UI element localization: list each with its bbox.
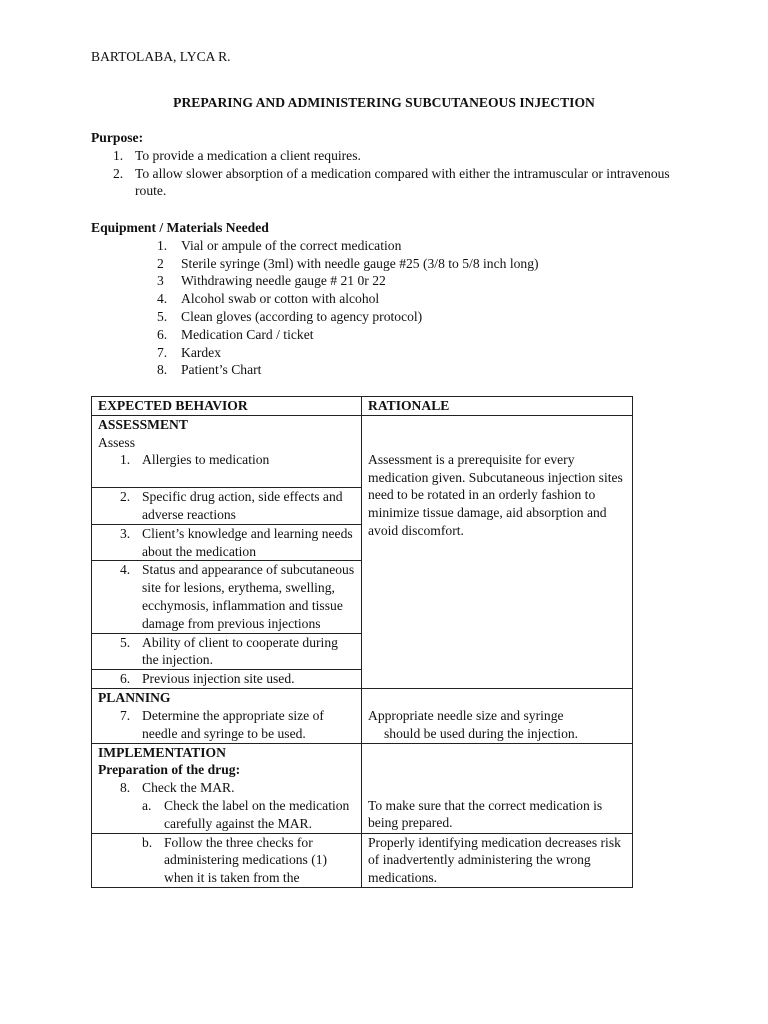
list-number: 3 xyxy=(157,273,164,289)
step-cell xyxy=(92,633,362,670)
equipment-list xyxy=(91,237,681,379)
assessment-rationale-cell xyxy=(362,415,633,688)
list-text: Clean gloves (according to agency protocol) xyxy=(181,308,423,324)
list-text: To allow slower absorption of a medication compared with either the intramuscular or intravenous route. xyxy=(135,165,670,199)
step-text: Previous injection site used. xyxy=(142,671,295,687)
list-item xyxy=(157,361,681,379)
list-number: 5. xyxy=(157,308,168,324)
step-number: 4. xyxy=(120,562,131,578)
list-item xyxy=(157,272,681,290)
step-item xyxy=(120,707,355,743)
planning-rationale-cell xyxy=(362,688,633,743)
list-number: 2. xyxy=(113,165,124,181)
list-text: To provide a medication a client requires. xyxy=(135,147,361,163)
list-number: 6. xyxy=(157,326,168,342)
step-item xyxy=(120,561,355,632)
list-text: Sterile syringe (3ml) with needle gauge #25 (3/8 to 5/8 inch long) xyxy=(181,255,539,271)
step-text: Client’s knowledge and learning needs about the medication xyxy=(142,525,353,559)
step-number: 6. xyxy=(120,671,131,687)
list-item xyxy=(157,237,681,255)
assessment-heading: ASSESSMENT xyxy=(98,416,188,432)
sub-step-text: Follow the three checks for administering medications (1) when it is taken from the xyxy=(164,834,328,886)
step-number: 3. xyxy=(120,525,131,541)
list-number: 1. xyxy=(157,237,168,253)
list-text: Patient’s Chart xyxy=(181,362,262,378)
list-text: Alcohol swab or cotton with alcohol xyxy=(181,291,380,307)
step-text: Allergies to medication xyxy=(142,452,270,468)
list-item xyxy=(157,344,681,362)
step-cell xyxy=(92,833,362,887)
sub-step-item xyxy=(142,797,355,833)
purpose-list xyxy=(91,147,681,200)
table-row xyxy=(92,833,633,887)
implementation-subheading: Preparation of the drug: xyxy=(98,762,241,778)
step-number: 2. xyxy=(120,489,131,505)
step-text: Status and appearance of subcutaneous site for lesions, erythema, swelling, ecchymosis, inflammation and tissue damage from previous injections xyxy=(142,562,355,631)
table-row xyxy=(92,743,633,833)
list-number: 1. xyxy=(113,147,124,163)
rationale-text: Appropriate needle size and syringe xyxy=(368,707,564,723)
step-cell xyxy=(92,670,362,689)
table-header-row xyxy=(92,397,633,416)
sub-step-text: Check the label on the medication carefully against the MAR. xyxy=(164,797,350,831)
purpose-heading: Purpose: xyxy=(91,130,144,145)
step-number: 8. xyxy=(120,780,131,796)
step-item xyxy=(120,451,355,487)
sub-step-item xyxy=(142,834,355,887)
rationale-text: should be used during the injection. xyxy=(384,725,579,741)
document-title: PREPARING AND ADMINISTERING SUBCUTANEOUS INJECTION xyxy=(173,95,595,110)
step-cell xyxy=(92,488,362,525)
rationale-text: To make sure that the correct medication is being prepared. xyxy=(368,797,603,831)
implementation-cell xyxy=(92,743,362,833)
assessment-cell xyxy=(92,415,362,487)
list-text: Medication Card / ticket xyxy=(181,326,314,342)
step-text: Determine the appropriate size of needle and syringe to be used. xyxy=(142,707,324,741)
step-item xyxy=(120,525,355,561)
step-item xyxy=(120,634,355,670)
table-row xyxy=(92,688,633,743)
author-name: BARTOLABA, LYCA R. xyxy=(91,49,231,64)
list-item xyxy=(113,147,681,165)
step-cell xyxy=(92,561,362,633)
step-cell xyxy=(92,524,362,561)
list-item xyxy=(157,326,681,344)
list-item xyxy=(157,308,681,326)
list-number: 4. xyxy=(157,291,168,307)
step-text: Specific drug action, side effects and adverse reactions xyxy=(142,489,343,522)
assessment-lead: Assess xyxy=(98,434,136,450)
planning-cell xyxy=(92,688,362,743)
step-item xyxy=(120,779,355,797)
implementation-rationale-cell xyxy=(362,743,633,833)
step-number: 7. xyxy=(120,707,131,723)
col-header-rationale: RATIONALE xyxy=(362,397,633,416)
purpose-section xyxy=(91,129,681,200)
sub-step-letter: a. xyxy=(142,797,152,813)
step-number: 1. xyxy=(120,452,131,468)
step-number: 5. xyxy=(120,634,131,650)
equipment-section xyxy=(91,219,681,379)
table-row xyxy=(92,415,633,487)
equipment-heading: Equipment / Materials Needed xyxy=(91,220,269,235)
procedure-table xyxy=(91,396,633,888)
step-item xyxy=(120,488,355,524)
step-item xyxy=(120,670,355,688)
list-number: 7. xyxy=(157,344,168,360)
list-number: 2 xyxy=(157,255,164,271)
list-item xyxy=(157,255,681,273)
col-header-expected-behavior: EXPECTED BEHAVIOR xyxy=(92,397,362,416)
planning-heading: PLANNING xyxy=(98,689,171,705)
list-text: Withdrawing needle gauge # 21 0r 22 xyxy=(181,273,386,289)
rationale-cell xyxy=(362,833,633,887)
rationale-text: Properly identifying medication decreases risk of inadvertently administering the wrong medications. xyxy=(368,834,621,886)
list-item xyxy=(157,290,681,308)
sub-step-letter: b. xyxy=(142,834,153,850)
rationale-text: Assessment is a prerequisite for every medication given. Subcutaneous injection sites need to be rotated in an orderly fashion to minimize tissue damage, aid absorption and avoid discomfort. xyxy=(368,451,623,538)
implementation-heading: IMPLEMENTATION xyxy=(98,744,226,760)
list-text: Kardex xyxy=(181,344,222,360)
list-item xyxy=(113,165,681,201)
step-text: Ability of client to cooperate during the injection. xyxy=(142,634,338,668)
list-number: 8. xyxy=(157,362,168,378)
step-text: Check the MAR. xyxy=(142,780,235,796)
list-text: Vial or ampule of the correct medication xyxy=(181,237,402,253)
